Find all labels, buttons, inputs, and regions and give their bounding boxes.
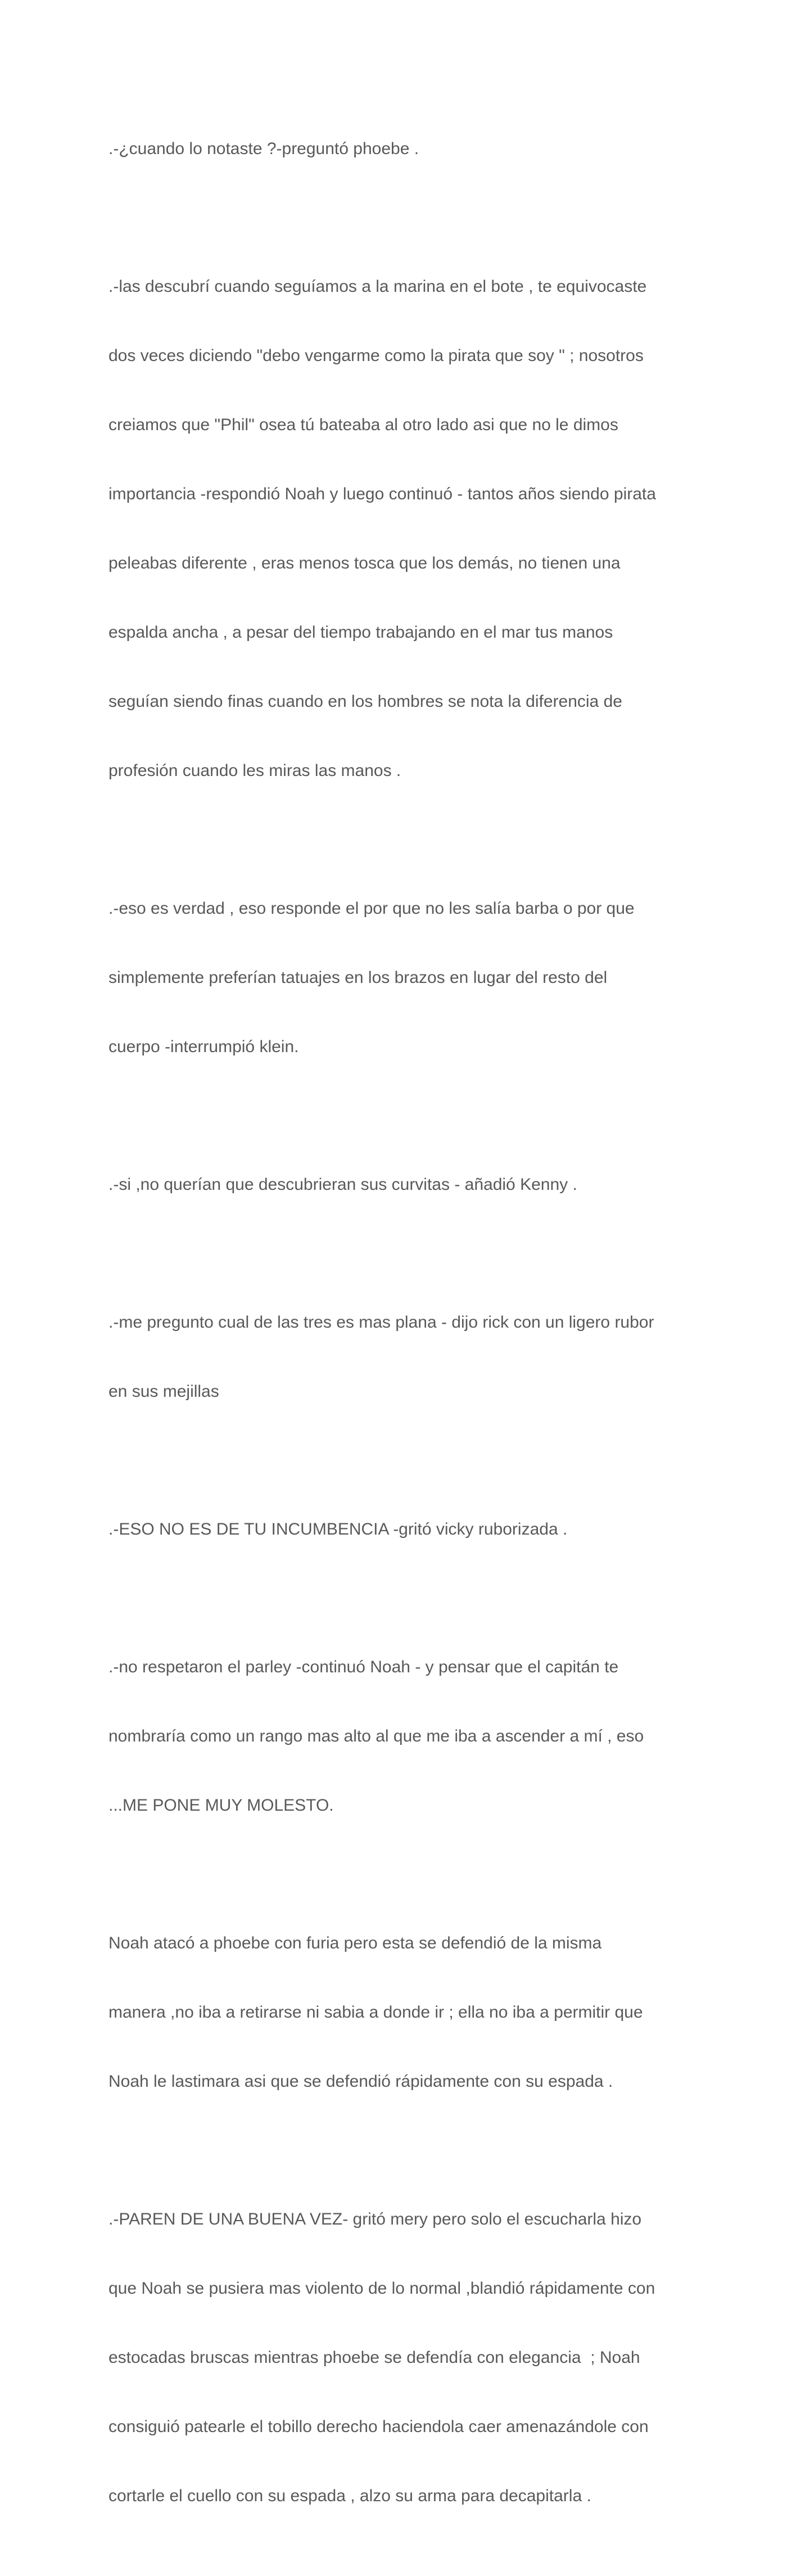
text-line: .-no respetaron el parley -continuó Noah - y pensar que el capitán te	[108, 1658, 619, 1676]
text-line: dos veces diciendo "debo vengarme como la pirata que soy " ; nosotros	[108, 346, 644, 365]
document-body	[108, 91, 688, 2576]
paragraph	[108, 91, 688, 206]
text-line: .-las descubrí cuando seguíamos a la marina en el bote , te equivocaste	[108, 277, 647, 296]
text-line: Noah atacó a phoebe con furia pero esta se defendió de la misma	[108, 1934, 602, 1952]
text-line: cortarle el cuello con su espada , alzo su arma para decapitarla .	[108, 2487, 591, 2505]
paragraph	[108, 851, 688, 1104]
text-line: nombraría como un rango mas alto al que me iba a ascender a mí , eso	[108, 1727, 644, 1745]
text-line: ...ME PONE MUY MOLESTO.	[108, 1796, 334, 1815]
paragraph	[108, 1472, 688, 1587]
paragraph	[108, 1127, 688, 1242]
paragraph	[108, 229, 688, 828]
text-line: creiamos que "Phil" osea tú bateaba al otro lado asi que no le dimos	[108, 416, 618, 434]
paragraph	[108, 1609, 688, 1863]
text-line: .-si ,no querían que descubrieran sus curvitas - añadió Kenny .	[108, 1175, 577, 1194]
text-line: .-ESO NO ES DE TU INCUMBENCIA -gritó vicky ruborizada .	[108, 1520, 568, 1539]
text-line: en sus mejillas	[108, 1382, 219, 1401]
text-line: consiguió patearle el tobillo derecho haciendola caer amenazándole con	[108, 2417, 649, 2436]
text-line: importancia -respondió Noah y luego continuó - tantos años siendo pirata	[108, 485, 656, 503]
text-line: .-eso es verdad , eso responde el por que no les salía barba o por que	[108, 899, 635, 918]
text-line: simplemente preferían tatuajes en los brazos en lugar del resto del	[108, 968, 608, 987]
text-line: Noah le lastimara asi que se defendió rápidamente con su espada .	[108, 2072, 613, 2091]
text-line: cuerpo -interrumpió klein.	[108, 1037, 299, 1056]
text-line: estocadas bruscas mientras phoebe se defendía con elegancia ; Noah	[108, 2348, 640, 2367]
text-line: peleabas diferente , eras menos tosca que los demás, no tienen una	[108, 554, 621, 572]
paragraph	[108, 2162, 688, 2554]
paragraph	[108, 1885, 688, 2139]
text-line: .-PAREN DE UNA BUENA VEZ- gritó mery pero solo el escucharla hizo	[108, 2210, 642, 2228]
text-line: profesión cuando les miras las manos .	[108, 761, 401, 780]
text-line: .-me pregunto cual de las tres es mas plana - dijo rick con un ligero rubor	[108, 1313, 654, 1332]
text-line: seguían siendo finas cuando en los hombres se nota la diferencia de	[108, 692, 622, 711]
text-line: espalda ancha , a pesar del tiempo trabajando en el mar tus manos	[108, 623, 613, 642]
paragraph	[108, 1265, 688, 1449]
text-line: manera ,no iba a retirarse ni sabia a donde ir ; ella no iba a permitir que	[108, 2003, 643, 2022]
text-line: .-¿cuando lo notaste ?-preguntó phoebe .	[108, 139, 419, 158]
text-line: que Noah se pusiera mas violento de lo normal ,blandió rápidamente con	[108, 2279, 655, 2298]
